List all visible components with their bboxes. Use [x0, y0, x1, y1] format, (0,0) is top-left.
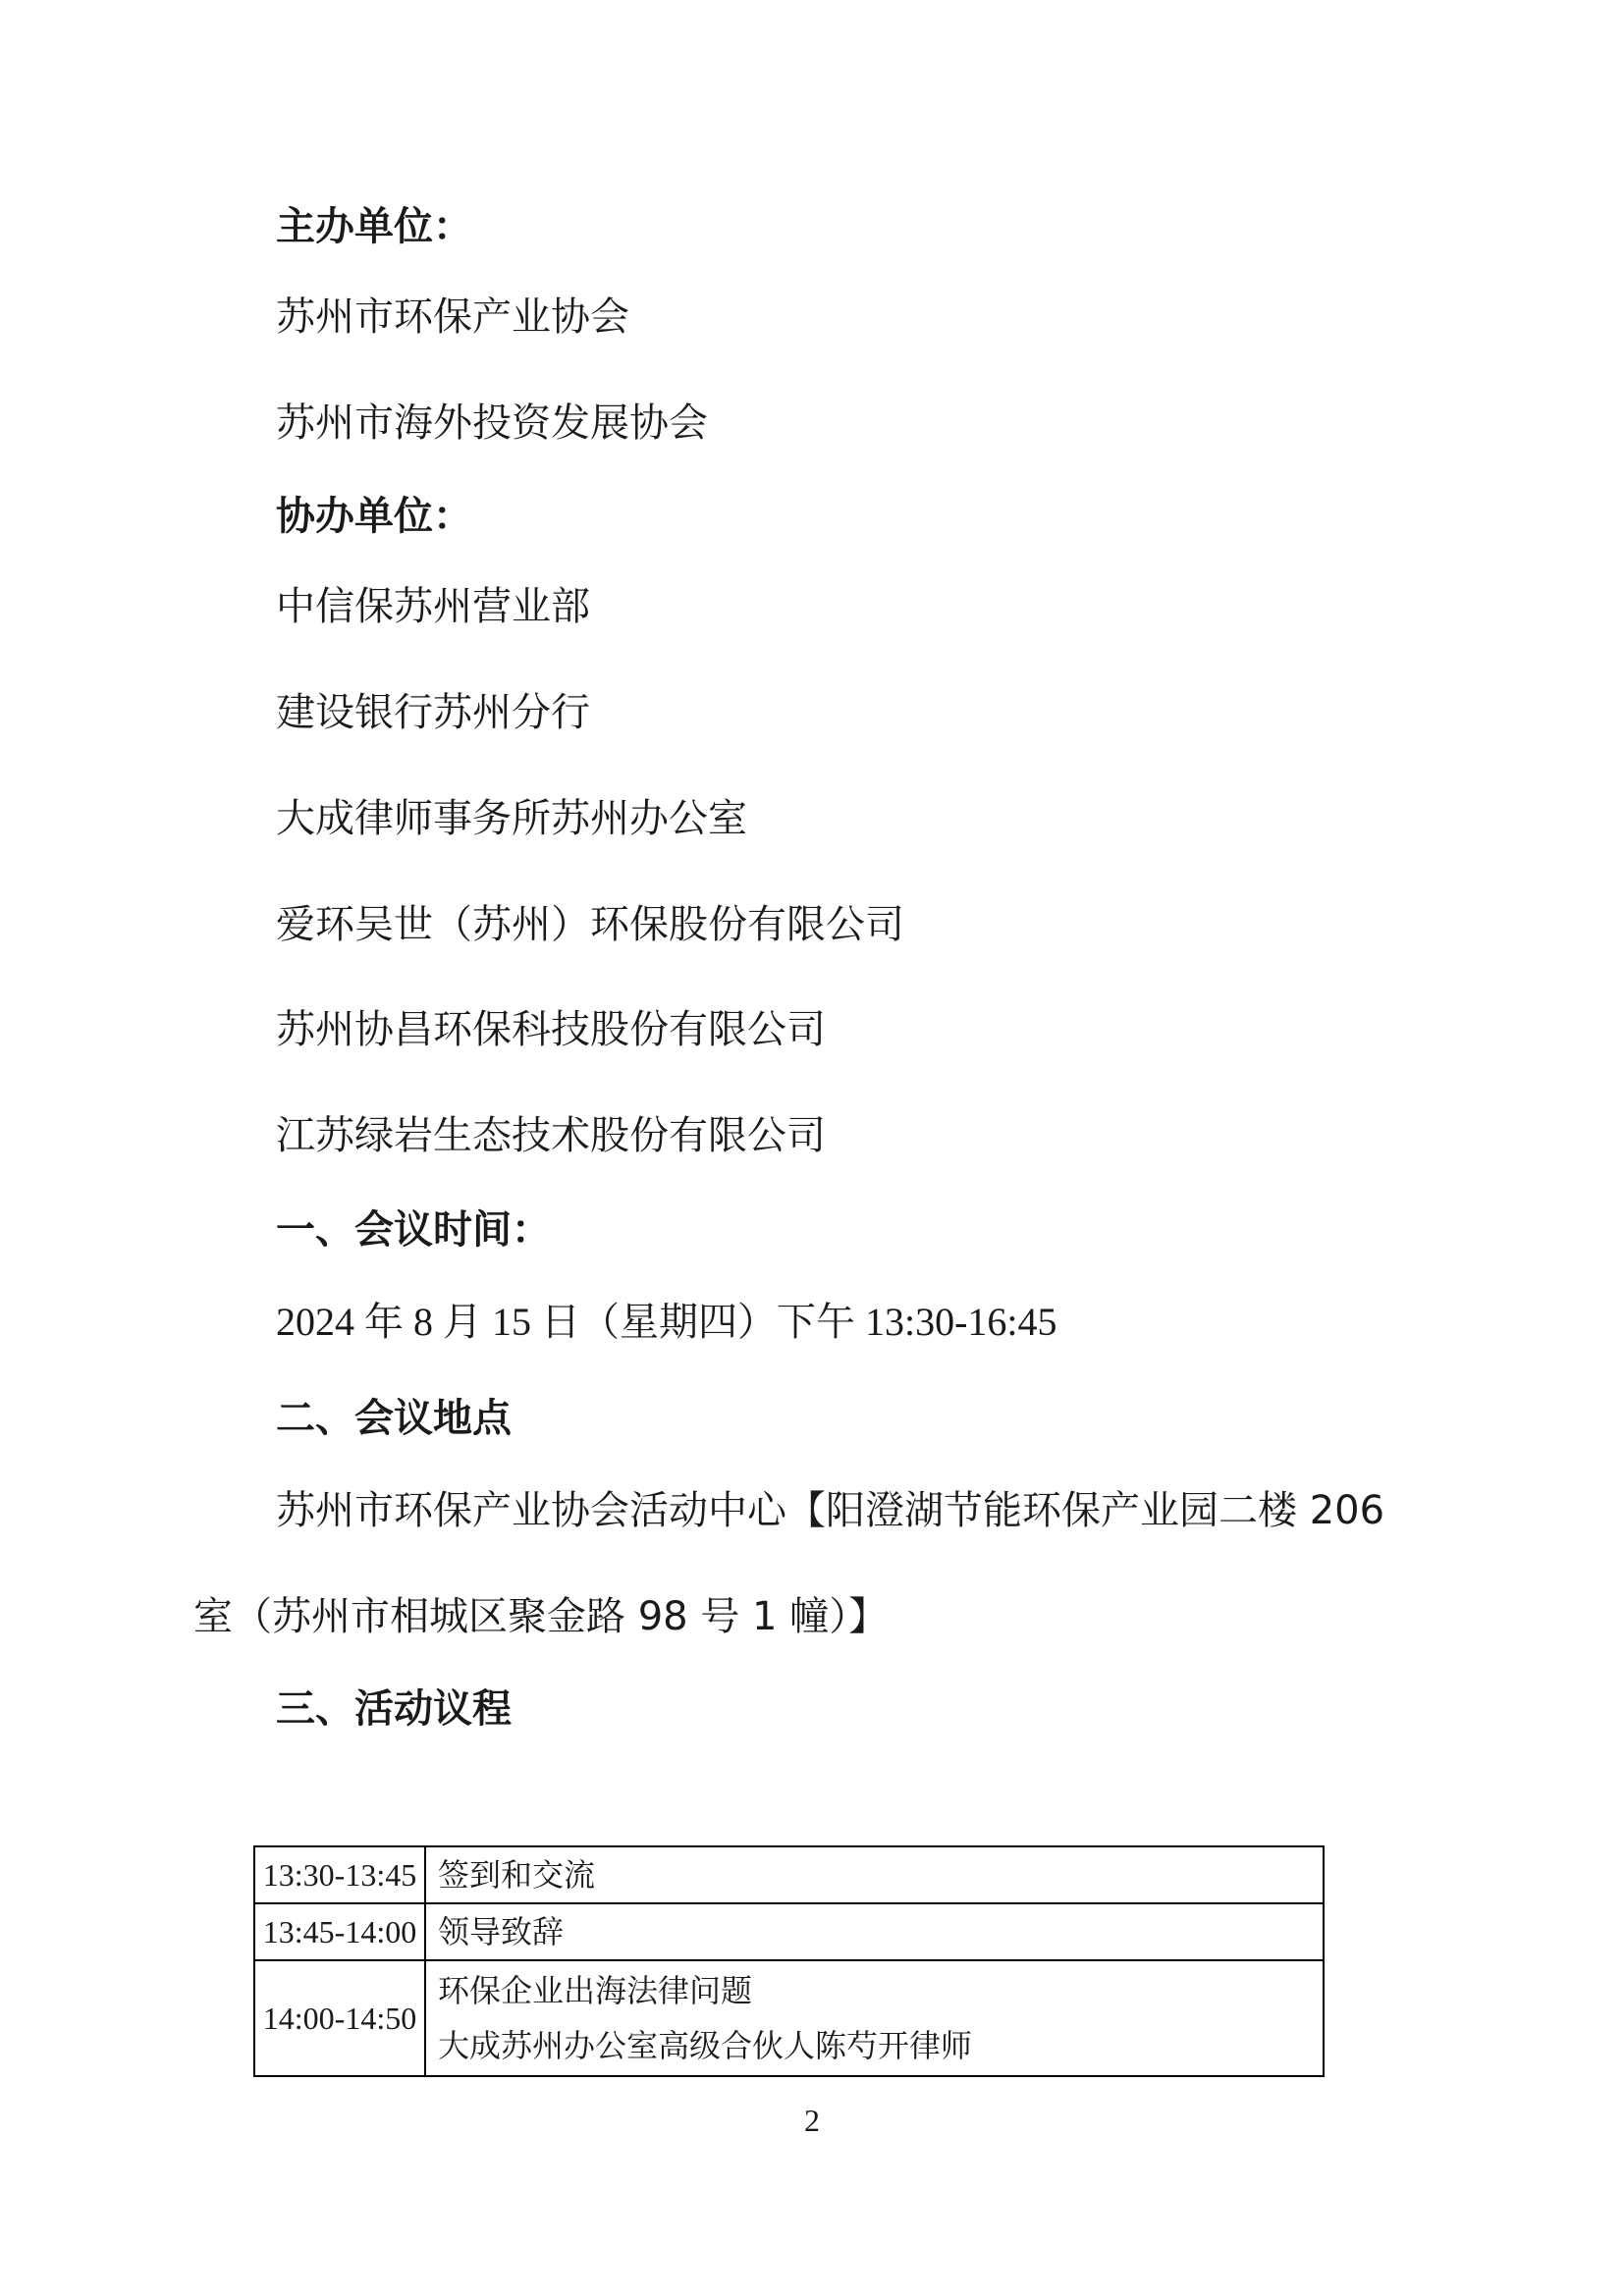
co-organizer-item: 建设银行苏州分行: [276, 690, 590, 735]
agenda-desc-line: 领导致辞: [438, 1914, 565, 1949]
co-organizer-item: 苏州协昌环保科技股份有限公司: [276, 1007, 826, 1052]
organizer-item: 苏州市环保产业协会: [276, 294, 629, 340]
agenda-time: 13:45-14:00: [254, 1903, 425, 1960]
agenda-desc-line: 签到和交流: [438, 1857, 596, 1893]
meeting-time-value: 2024 年 8 月 15 日（星期四）下午 13:30-16:45: [276, 1300, 1057, 1344]
co-organizer-item: 爱环吴世（苏州）环保股份有限公司: [276, 902, 904, 947]
agenda-time: 14:00-14:50: [254, 1960, 425, 2076]
co-organizer-item: 中信保苏州营业部: [276, 584, 590, 629]
agenda-time: 13:30-13:45: [254, 1846, 425, 1903]
agenda-desc: [425, 1846, 1324, 1903]
meeting-place-line: 苏州市环保产业协会活动中心【阳澄湖节能环保产业园二楼 206: [276, 1488, 1385, 1533]
meeting-place-line: 室（苏州市相城区聚金路 98 号 1 幢）】: [193, 1594, 889, 1639]
page-number: 2: [804, 2103, 820, 2138]
organizers-heading: 主办单位：: [276, 204, 472, 249]
agenda-desc-line: 大成苏州办公室高级合伙人陈芍开律师: [438, 2028, 973, 2063]
agenda-desc-line: 环保企业出海法律问题: [438, 1973, 753, 2008]
agenda-desc: [425, 1960, 1324, 2076]
meeting-place-heading: 二、会议地点: [276, 1396, 512, 1441]
co-organizer-item: 大成律师事务所苏州办公室: [276, 796, 747, 841]
meeting-time-heading: 一、会议时间：: [276, 1207, 551, 1253]
table-row: [254, 1903, 1324, 1960]
agenda-table: [253, 1845, 1325, 2077]
table-row: [254, 1960, 1324, 2076]
table-row: [254, 1846, 1324, 1903]
organizer-item: 苏州市海外投资发展协会: [276, 400, 708, 446]
co-organizers-heading: 协办单位：: [276, 494, 472, 539]
agenda-heading: 三、活动议程: [276, 1686, 512, 1732]
co-organizer-item: 江苏绿岩生态技术股份有限公司: [276, 1113, 826, 1158]
agenda-desc: [425, 1903, 1324, 1960]
